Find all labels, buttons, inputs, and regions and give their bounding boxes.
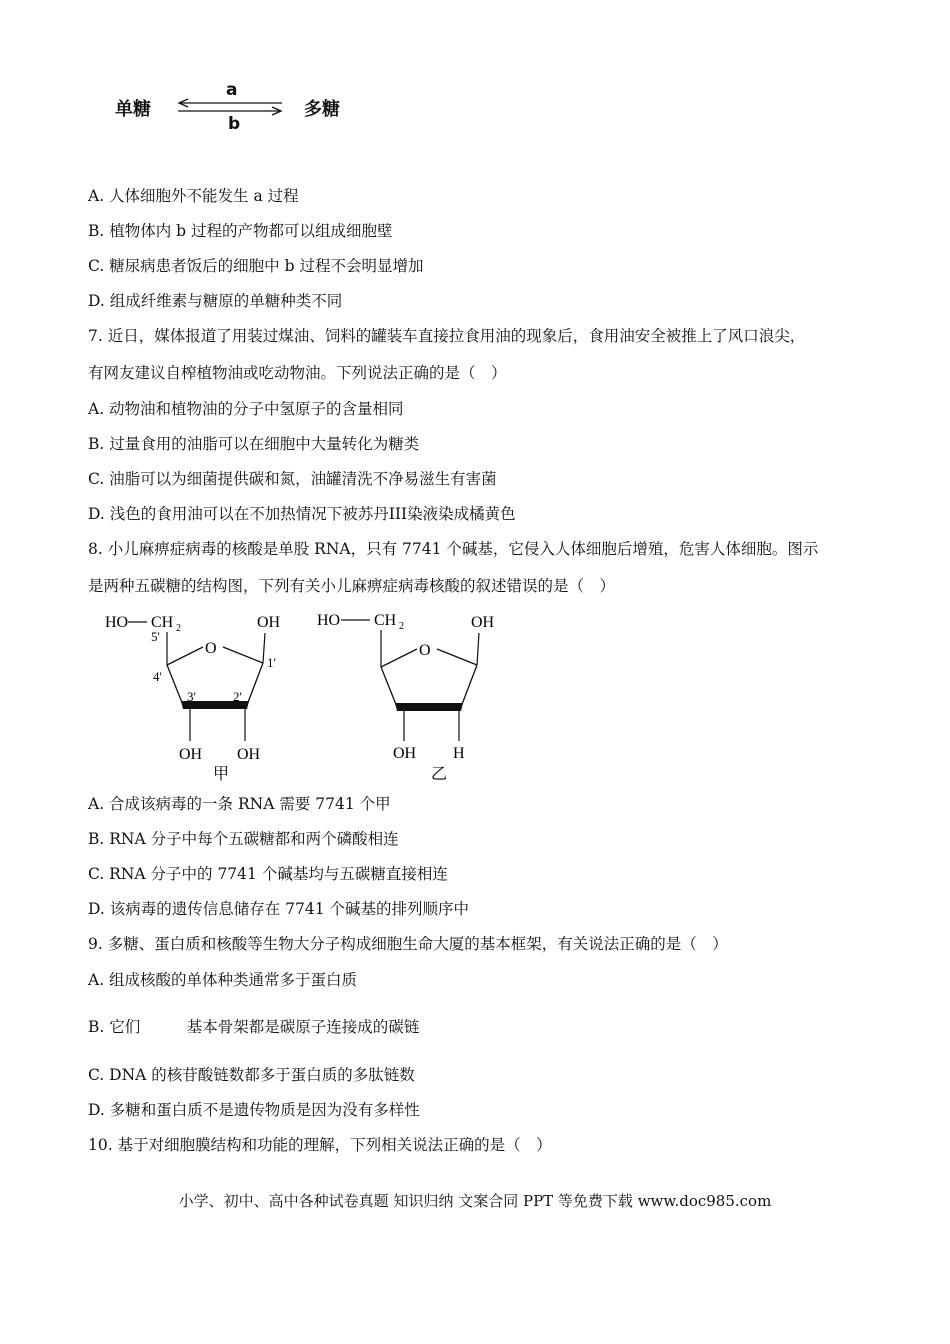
q8-option-d: D. 该病毒的遗传信息储存在 7741 个碱基的排列顺序中 [88,900,470,918]
q9-option-b: B. 它们 基本骨架都是碳原子连接成的碳链 [88,1018,420,1036]
svg-text:2': 2' [233,689,242,704]
q8-option-c: C. RNA 分子中的 7741 个碱基均与五碳糖直接相连 [88,865,448,883]
q8-option-a: A. 合成该病毒的一条 RNA 需要 7741 个甲 [88,795,391,813]
q6-option-c: C. 糖尿病患者饭后的细胞中 b 过程不会明显增加 [88,257,424,275]
q9-option-c: C. DNA 的核苷酸链数都多于蛋白质的多肽链数 [88,1066,415,1084]
label-a: a [226,80,238,100]
q9-option-a: A. 组成核酸的单体种类通常多于蛋白质 [88,971,358,989]
caption-yi: 乙 [431,766,448,783]
ribose-oh-right: OH [257,614,281,631]
svg-text:2: 2 [399,621,404,632]
reversible-arrow-icon [170,96,290,120]
svg-text:OH: OH [471,614,495,631]
q7-stem-line2: 有网友建议自榨植物油或吃动物油。下列说法正确的是（ ） [88,364,507,382]
svg-text:O: O [205,640,217,657]
pentose-structures-figure [95,603,525,788]
q8-option-b: B. RNA 分子中每个五碳糖都和两个磷酸相连 [88,830,399,848]
q6-option-b: B. 植物体内 b 过程的产物都可以组成细胞壁 [88,222,393,240]
q7-option-b: B. 过量食用的油脂可以在细胞中大量转化为糖类 [88,435,420,453]
q8-stem-line2: 是两种五碳糖的结构图，下列有关小儿麻痹症病毒核酸的叙述错误的是（ ） [88,577,616,595]
svg-text:CH: CH [151,614,174,631]
label-b: b [228,114,241,134]
svg-text:OH: OH [237,746,261,763]
svg-text:2: 2 [176,623,181,634]
q7-option-a: A. 动物油和植物油的分子中氢原子的含量相同 [88,400,404,418]
caption-jia: 甲 [213,766,230,783]
svg-text:HO: HO [317,612,341,629]
q9-stem: 9. 多糖、蛋白质和核酸等生物大分子构成细胞生命大厦的基本框架，有关说法正确的是（ ） [88,935,728,953]
svg-text:OH: OH [393,745,417,762]
ribose-ho-label: HO [105,614,129,631]
q9-option-d: D. 多糖和蛋白质不是遗传物质是因为没有多样性 [88,1101,420,1119]
ribose-structure [105,614,281,783]
svg-text:H: H [453,745,465,762]
q7-option-d: D. 浅色的食用油可以在不加热情况下被苏丹III染液染成橘黄色 [88,505,516,523]
svg-text:5': 5' [151,629,160,644]
q8-stem-line1: 8. 小儿麻痹症病毒的核酸是单股 RNA，只有 7741 个碱基，它侵入人体细胞后增殖，危害人体细胞。图示 [88,540,819,558]
svg-text:O: O [419,642,431,659]
q10-stem: 10. 基于对细胞膜结构和功能的理解，下列相关说法正确的是（ ） [88,1136,552,1154]
label-monosaccharide: 单糖 [115,99,151,120]
q6-option-d: D. 组成纤维素与糖原的单糖种类不同 [88,292,343,310]
svg-text:OH: OH [179,746,203,763]
q7-option-c: C. 油脂可以为细菌提供碳和氮，油罐清洗不净易滋生有害菌 [88,470,497,488]
label-polysaccharide: 多糖 [304,99,340,120]
q7-stem-line1: 7. 近日，媒体报道了用装过煤油、饲料的罐装车直接拉食用油的现象后，食用油安全被推上了风口浪尖， [88,327,806,345]
svg-text:3': 3' [187,689,196,704]
svg-text:1': 1' [267,655,276,670]
svg-text:CH: CH [374,612,397,629]
svg-text:4': 4' [153,669,162,684]
deoxyribose-structure [317,612,495,783]
q6-option-a: A. 人体细胞外不能发生 a 过程 [88,187,299,205]
page-footer: 小学、初中、高中各种试卷真题 知识归纳 文案合同 PPT 等免费下载 www.doc985.com [178,1192,772,1210]
